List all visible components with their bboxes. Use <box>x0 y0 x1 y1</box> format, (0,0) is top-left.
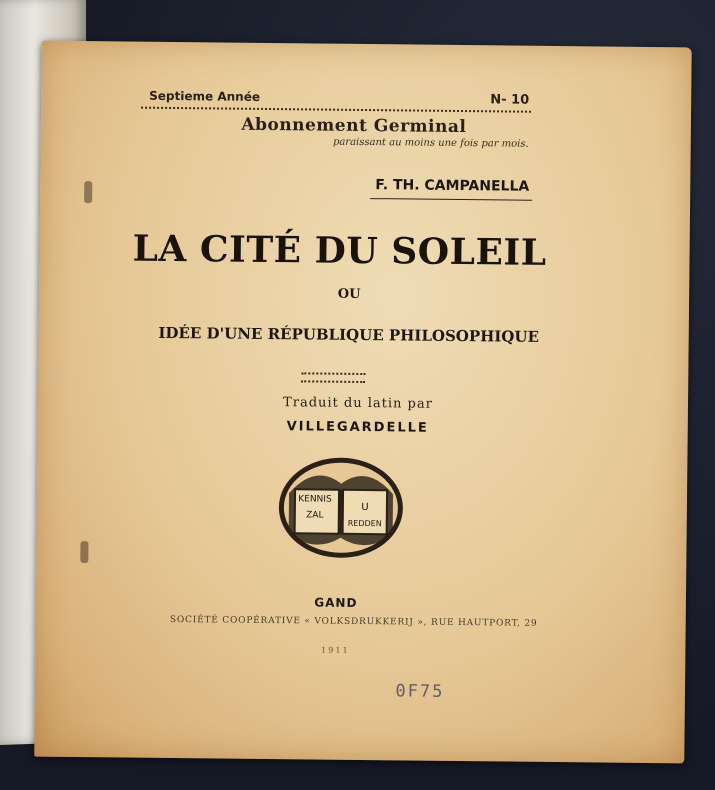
emblem-word-1: KENNIS <box>298 494 332 505</box>
publisher-line: SOCIÉTÉ COOPÉRATIVE « VOLKSDRUKKERIJ », RUE HAUTPORT, 29 <box>169 614 538 629</box>
series-name: Abonnement Germinal <box>241 114 467 138</box>
series-year: Septieme Année <box>149 88 261 104</box>
author-underline <box>370 198 532 201</box>
book-subtitle: IDÉE D'UNE RÉPUBLIQUE PHILOSOPHIQUE <box>158 323 540 346</box>
publication-city: GAND <box>314 595 358 610</box>
staple-mark <box>84 181 92 203</box>
staple-mark <box>80 541 88 563</box>
header-row <box>149 88 530 108</box>
publisher-emblem <box>274 453 407 562</box>
emblem-word-3: U <box>361 501 369 514</box>
translation-note: Traduit du latin par <box>283 395 433 412</box>
booklet-cover <box>34 41 691 764</box>
library-stamp: 0F75 <box>395 681 445 702</box>
ornament-divider <box>301 372 365 383</box>
title-connector: OU <box>337 286 361 302</box>
book-title: LA CITÉ DU SOLEIL <box>132 227 547 274</box>
author-name: F. TH. CAMPANELLA <box>375 177 530 195</box>
issue-number: N- 10 <box>490 92 530 108</box>
translator-name: VILLEGARDELLE <box>286 419 429 436</box>
publication-year: 1911 <box>321 645 350 655</box>
bleed-through-text <box>505 296 629 717</box>
emblem-word-2: ZAL <box>306 510 324 521</box>
frequency-note: paraissant au moins une fois par mois. <box>332 136 529 150</box>
emblem-word-4: REDDEN <box>347 518 382 529</box>
header-divider <box>141 107 531 113</box>
